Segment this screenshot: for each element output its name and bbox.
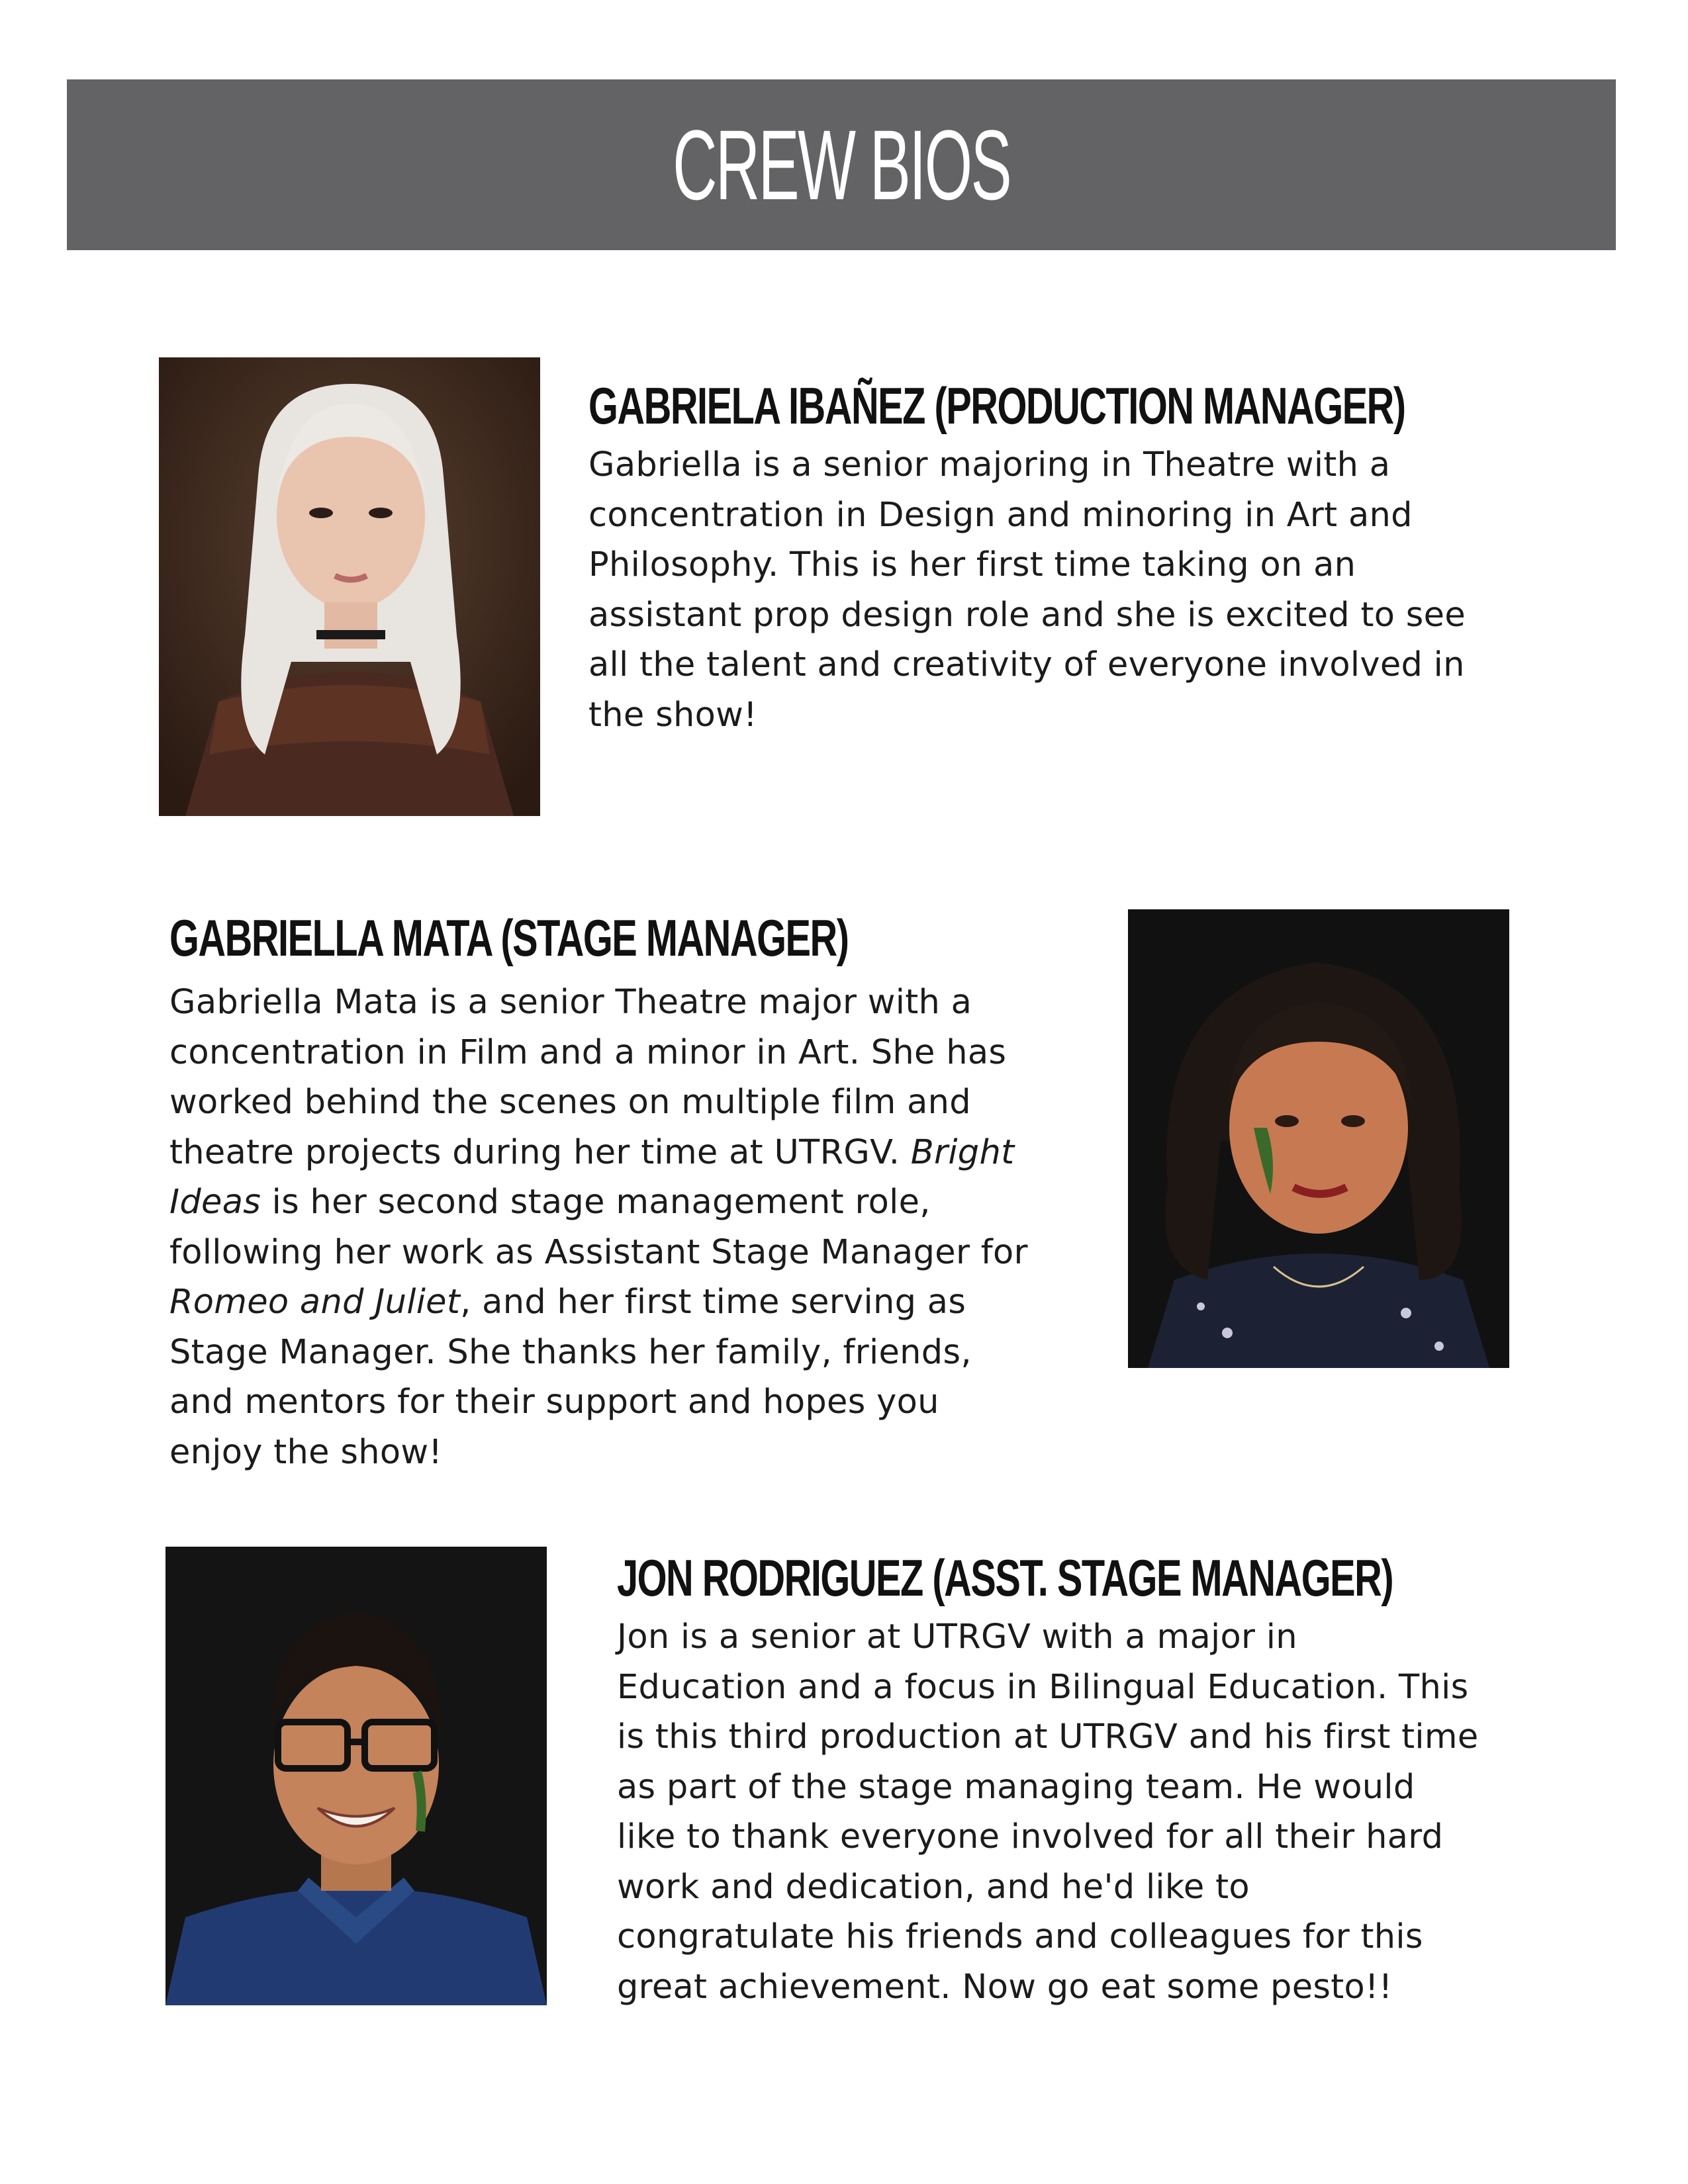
title-banner [67, 79, 1616, 250]
portrait-photo-icon [165, 1547, 547, 2005]
gabriela-ibanez-photo [159, 357, 540, 816]
bio-line: Gabriella is a senior majoring in Theatre with a [588, 445, 1391, 484]
portrait-photo-icon [159, 357, 540, 816]
jon-rodriguez-photo [165, 1547, 547, 2005]
bio-text: is her second stage management role, [261, 1183, 931, 1222]
bio-line: as part of the stage managing team. He would [617, 1767, 1415, 1807]
page-title: CREW BIOS [673, 109, 1010, 220]
bio-line: concentration in Film and a minor in Art. She has [169, 1032, 1007, 1072]
bio-text: theatre projects during her time at UTRGV. [169, 1132, 911, 1172]
bio-text: , and her first time serving as [460, 1283, 966, 1322]
gabriella-mata-photo [1128, 909, 1509, 1368]
crew-heading-gabriella-mata: GABRIELLA MATA (STAGE MANAGER) [169, 909, 849, 967]
play-title-bright-ideas: Bright [910, 1132, 1015, 1172]
bio-line: assistant prop design role and she is excited to see [588, 595, 1466, 635]
bio-line [169, 1128, 1028, 1178]
bio-line: and mentors for their support and hopes you [169, 1383, 939, 1422]
bio-line: congratulate his friends and colleagues for this [617, 1917, 1423, 1956]
bio-line: like to thank everyone involved for all their hard [617, 1817, 1444, 1856]
bio-line: great achievement. Now go eat some pesto!! [617, 1967, 1393, 2007]
play-title-bright-ideas: Ideas [169, 1183, 261, 1222]
bio-line: following her work as Assistant Stage Manager for [169, 1232, 1028, 1272]
bio-line: is this third production at UTRGV and his first time [617, 1717, 1479, 1756]
bio-line [169, 1277, 1028, 1328]
bio-line: Philosophy. This is her first time taking on an [588, 545, 1356, 584]
bio-line: all the talent and creativity of everyone involved in [588, 645, 1465, 684]
bio-line: work and dedication, and he'd like to [617, 1867, 1250, 1907]
bio-line: Jon is a senior at UTRGV with a major in [617, 1617, 1297, 1657]
crew-bio-gabriella-mata [169, 978, 1028, 1477]
crew-bio-jon-rodriguez [617, 1612, 1479, 2012]
crew-heading-jon-rodriguez: JON RODRIGUEZ (ASST. STAGE MANAGER) [617, 1549, 1393, 1607]
portrait-photo-icon [1128, 909, 1509, 1368]
bio-line: concentration in Design and minoring in Art and [588, 495, 1413, 535]
bio-line: Gabriella Mata is a senior Theatre major with a [169, 983, 972, 1022]
bio-line: Education and a focus in Bilingual Education. This [617, 1667, 1469, 1707]
crew-bio-gabriela-ibanez [588, 440, 1466, 740]
bio-line: enjoy the show! [169, 1432, 443, 1472]
bio-line: the show! [588, 695, 757, 735]
bio-line: Stage Manager. She thanks her family, friends, [169, 1332, 972, 1372]
play-title-romeo-and-juliet: Romeo and Juliet [169, 1283, 461, 1322]
bio-line [169, 1177, 1028, 1228]
crew-heading-gabriela-ibanez: GABRIELA IBAÑEZ (PRODUCTION MANAGER) [588, 377, 1405, 435]
bio-line: worked behind the scenes on multiple film and [169, 1083, 971, 1122]
